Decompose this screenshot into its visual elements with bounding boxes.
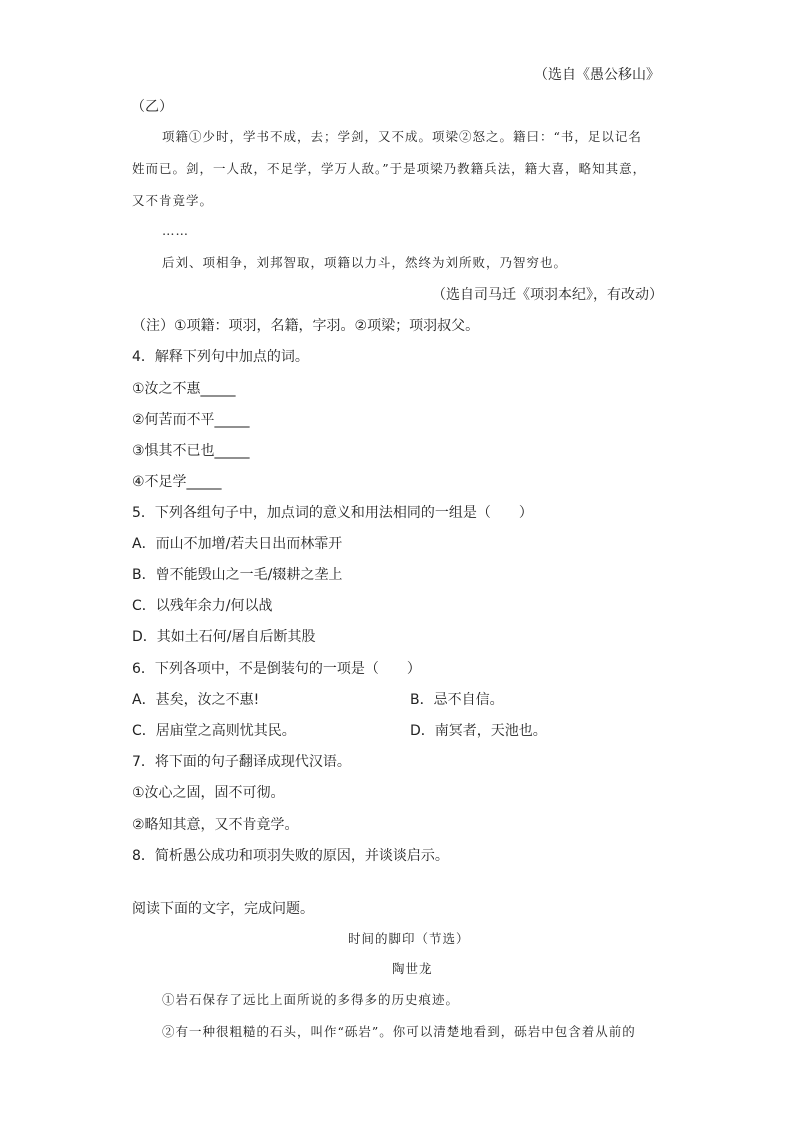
q4-item-2: ②何苦而不平_____: [132, 412, 250, 428]
passage-b-para1-line1: 项籍①少时，学书不成，去；学剑，又不成。项梁②怒之。籍曰：“书，足以记名: [162, 129, 642, 144]
q7-item-2: ②略知其意，又不肯竟学。: [132, 817, 299, 833]
reading-intro: 阅读下面的文字，完成问题。: [132, 901, 314, 917]
q7-item-1: ①汝心之固，固不可彻。: [132, 785, 285, 801]
q6-option-d: D．南冥者，天池也。: [410, 723, 547, 739]
reading-author: 陶世龙: [392, 961, 433, 976]
q4-item-1: ①汝之不惠_____: [132, 381, 236, 397]
passage-b-note: （注）①项籍：项羽，名籍，字羽。②项梁；项羽叔父。: [132, 318, 480, 334]
q5-option-a: A．而山不加增/若夫日出而林霏开: [132, 536, 343, 552]
q5-option-d: D．其如土石何/屠自后断其股: [132, 629, 316, 645]
q6-option-a: A．甚矣，汝之不惠!: [132, 692, 260, 708]
q5-stem: 5．下列各组句子中，加点词的意义和用法相同的一组是（ ）: [132, 505, 533, 521]
q5-option-b: B．曾不能毁山之一毛/辍耕之垄上: [132, 567, 343, 583]
q5-option-c: C．以残年余力/何以战: [132, 598, 273, 614]
passage-b-para1-line2: 姓而已。剑，一人敌，不足学，学万人敌。”于是项梁乃教籍兵法，籍大喜，略知其意，: [132, 161, 647, 176]
passage-a-source: （选自《愚公移山》: [534, 67, 660, 83]
q6-option-b: B．忌不自信。: [410, 692, 504, 708]
q6-stem: 6．下列各项中，不是倒装句的一项是（ ）: [132, 661, 421, 677]
passage-b-para2: 后刘、项相争，刘邦智取，项籍以力斗，然终为刘所败，乃智穷也。: [162, 255, 568, 270]
q8-stem: 8．简析愚公成功和项羽失败的原因，并谈谈启示。: [132, 848, 449, 864]
reading-para-2: ②有一种很粗糙的石头，叫作“砾岩”。你可以清楚地看到，砾岩中包含着从前的: [162, 1024, 636, 1039]
q4-item-4: ④不足学_____: [132, 474, 222, 490]
q7-stem: 7．将下面的句子翻译成现代汉语。: [132, 754, 351, 770]
passage-b-source: （选自司马迁《项羽本纪》，有改动）: [432, 287, 663, 303]
reading-title: 时间的脚印（节选）: [348, 931, 470, 946]
q6-option-c: C．居庙堂之高则忧其民。: [132, 723, 296, 739]
passage-b-para1-line3: 又不肯竟学。: [132, 193, 214, 208]
passage-b-ellipsis: ……: [162, 223, 189, 238]
q4-stem: 4．解释下列句中加点的词。: [132, 349, 309, 365]
reading-para-1: ①岩石保存了远比上面所说的多得多的历史痕迹。: [162, 992, 460, 1007]
passage-b-label: （乙）: [131, 99, 173, 115]
q4-item-3: ③惧其不已也_____: [132, 443, 250, 459]
